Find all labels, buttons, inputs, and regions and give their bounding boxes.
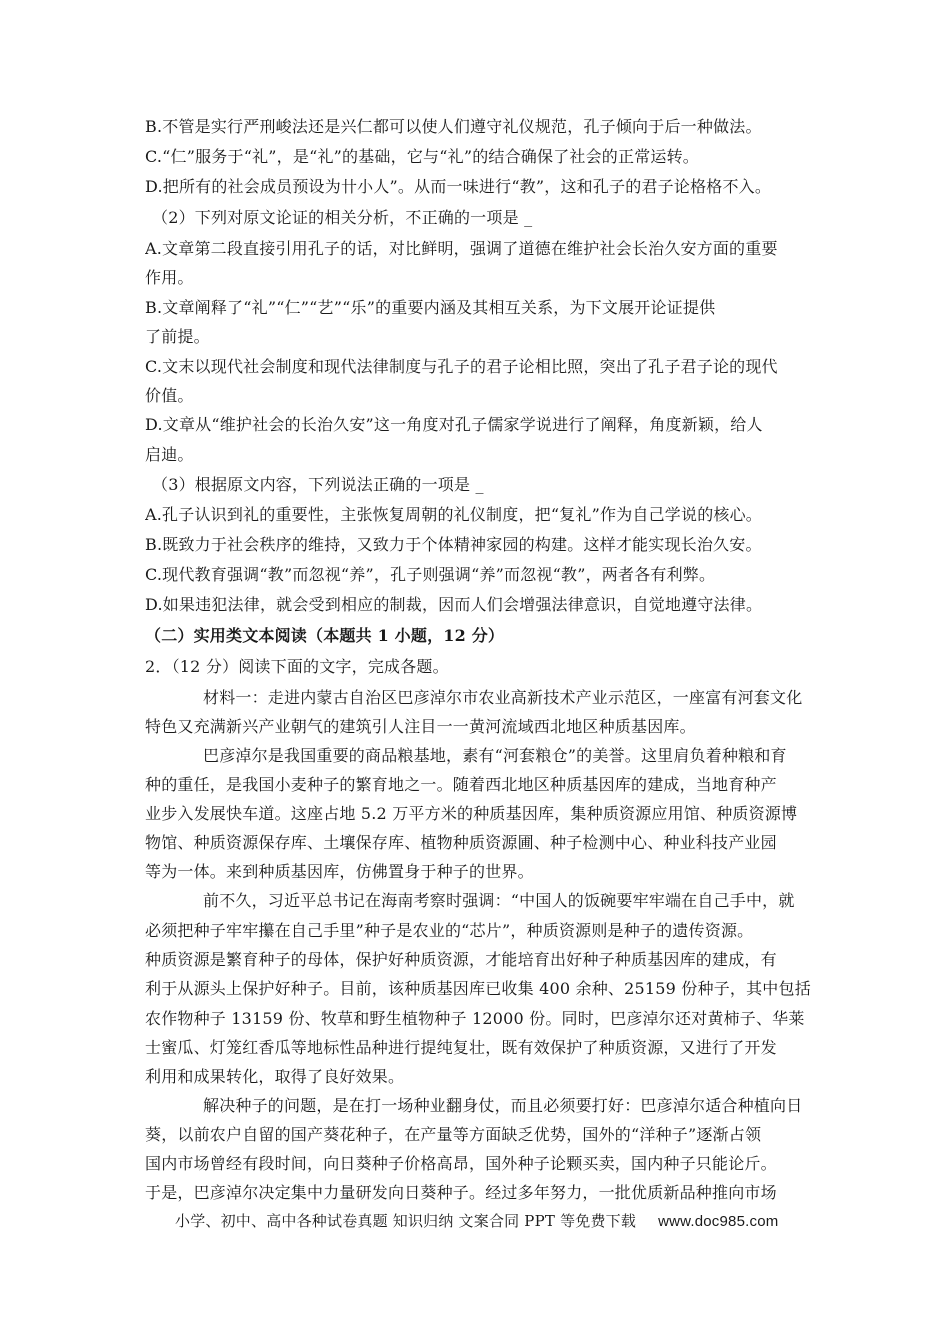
q3-option-d: D.如果违犯法律，就会受到相应的制裁，因而人们会增强法律意识，自觉地遵守法律。 [145, 595, 763, 614]
q2-option-c-line1: C.文末以现代社会制度和现代法律制度与孔子的君子论相比照，突出了孔子君子论的现代 [145, 357, 778, 376]
footer-url-link[interactable]: www.doc985.com [658, 1213, 779, 1230]
para4-line3: 国内市场曾经有段时间，向日葵种子价格高昂，国外种子论颗买卖，国内种子只能论斤。 [145, 1154, 777, 1173]
para2-line2: 种的重任，是我国小麦种子的繁育地之一。随着西北地区种质基因库的建成，当地育种产 [145, 775, 777, 794]
para2-line3: 业步入发展快车道。这座占地 5.2 万平方米的种质基因库，集种质资源应用馆、种质资源博 [145, 804, 798, 823]
q2-option-a-line1: A.文章第二段直接引用孔子的话，对比鲜明，强调了道德在维护社会长治久安方面的重要 [145, 239, 778, 258]
q2-option-d-line2: 启迪。 [145, 445, 194, 464]
option-c-line: C.“仁”服务于“礼”，是“礼”的基础，它与“礼”的结合确保了社会的正常运转。 [145, 147, 699, 166]
q2-option-a-line2: 作用。 [145, 268, 194, 287]
section-heading: （二）实用类文本阅读（本题共 1 小题，12 分） [145, 626, 505, 645]
para3-line6: 士蜜瓜、灯笼红香瓜等地标性品种进行提纯复壮，既有效保护了种质资源，又进行了开发 [145, 1038, 777, 1057]
para4-line4: 于是，巴彦淖尔决定集中力量研发向日葵种子。经过多年努力，一批优质新品种推向市场 [145, 1183, 777, 1202]
question-2-heading: 2．（12 分）阅读下面的文字，完成各题。 [145, 657, 449, 676]
para3-line7: 利用和成果转化，取得了良好效果。 [145, 1067, 405, 1086]
para3-line4: 利于从源头上保护好种子。目前，该种质基因库已收集 400 余种、25159 份种子，其中包括 [145, 979, 811, 998]
option-d-line: D.把所有的社会成员预设为卄小人”。从而一味进行“教”，这和孔子的君子论格格不入。 [145, 177, 772, 196]
para4-line1: 解决种子的问题，是在打一场种业翻身仗，而且必须要打好：巴彦淖尔适合种植向日 [203, 1096, 803, 1115]
para4-line2: 葵，以前农户自留的国产葵花种子，在产量等方面缺乏优势，国外的“洋种子”逐渐占领 [145, 1125, 762, 1144]
question-2-prompt: （2）下列对原文论证的相关分析，不正确的一项是 _ [152, 208, 533, 227]
q3-option-c: C.现代教育强调“教”而忽视“养”，孔子则强调“养”而忽视“教”，两者各有利弊。 [145, 565, 716, 584]
page-footer [175, 1210, 815, 1233]
para1-line1: 材料一：走进内蒙古自治区巴彦淖尔市农业高新技术产业示范区，一座富有河套文化 [203, 688, 803, 707]
footer-text: 小学、初中、高中各种试卷真题 知识归纳 文案合同 PPT 等免费下载 [175, 1212, 637, 1230]
q2-option-b-line1: B.文章阐释了“礼”“仁”“艺”“乐”的重要内涵及其相互关系，为下文展开论证提供 [145, 298, 716, 317]
para3-line2: 必须把种子牢牢攥在自己手里”种子是农业的“芯片”，种质资源则是种子的遗传资源。 [145, 921, 754, 940]
q3-option-a: A.孔子认识到礼的重要性，主张恢复周朝的礼仪制度，把“复礼”作为自己学说的核心。 [145, 505, 763, 524]
para1-line2: 特色又充满新兴产业朝气的建筑引人注目一一黄河流域西北地区种质基因库。 [145, 717, 696, 736]
q2-option-d-line1: D.文章从“维护社会的长治久安”这一角度对孔子儒家学说进行了阐释，角度新颖，给人 [145, 415, 763, 434]
q3-option-b: B.既致力于社会秩序的维持，又致力于个体精神家园的构建。这样才能实现长治久安。 [145, 535, 762, 554]
para3-line1: 前不久，习近平总书记在海南考察时强调：“中国人的饭碗要牢牢端在自己手中，就 [203, 891, 795, 910]
para2-line5: 等为一体。来到种质基因库，仿佛置身于种子的世界。 [145, 862, 534, 881]
para2-line4: 物馆、种质资源保存库、土壤保存库、植物种质资源圃、种子检测中心、种业科技产业园 [145, 833, 777, 852]
q2-option-c-line2: 价值。 [145, 386, 194, 405]
para2-line1: 巴彦淖尔是我国重要的商品粮基地，素有“河套粮仓”的美誉。这里肩负着种粮和育 [203, 746, 787, 765]
question-3-prompt: （3）根据原文内容，下列说法正确的一项是 _ [152, 475, 484, 494]
para3-line5: 农作物种子 13159 份、牧草和野生植物种子 12000 份。同时，巴彦淖尔还对黄柿子、华莱 [145, 1009, 805, 1028]
option-b-line: B.不管是实行严刑峻法还是兴仁都可以使人们遵守礼仪规范，孔子倾向于后一种做法。 [145, 117, 762, 136]
para3-line3: 种质资源是繁育种子的母体，保护好种质资源，才能培育出好种子种质基因库的建成，有 [145, 950, 777, 969]
q2-option-b-line2: 了前提。 [145, 327, 210, 346]
